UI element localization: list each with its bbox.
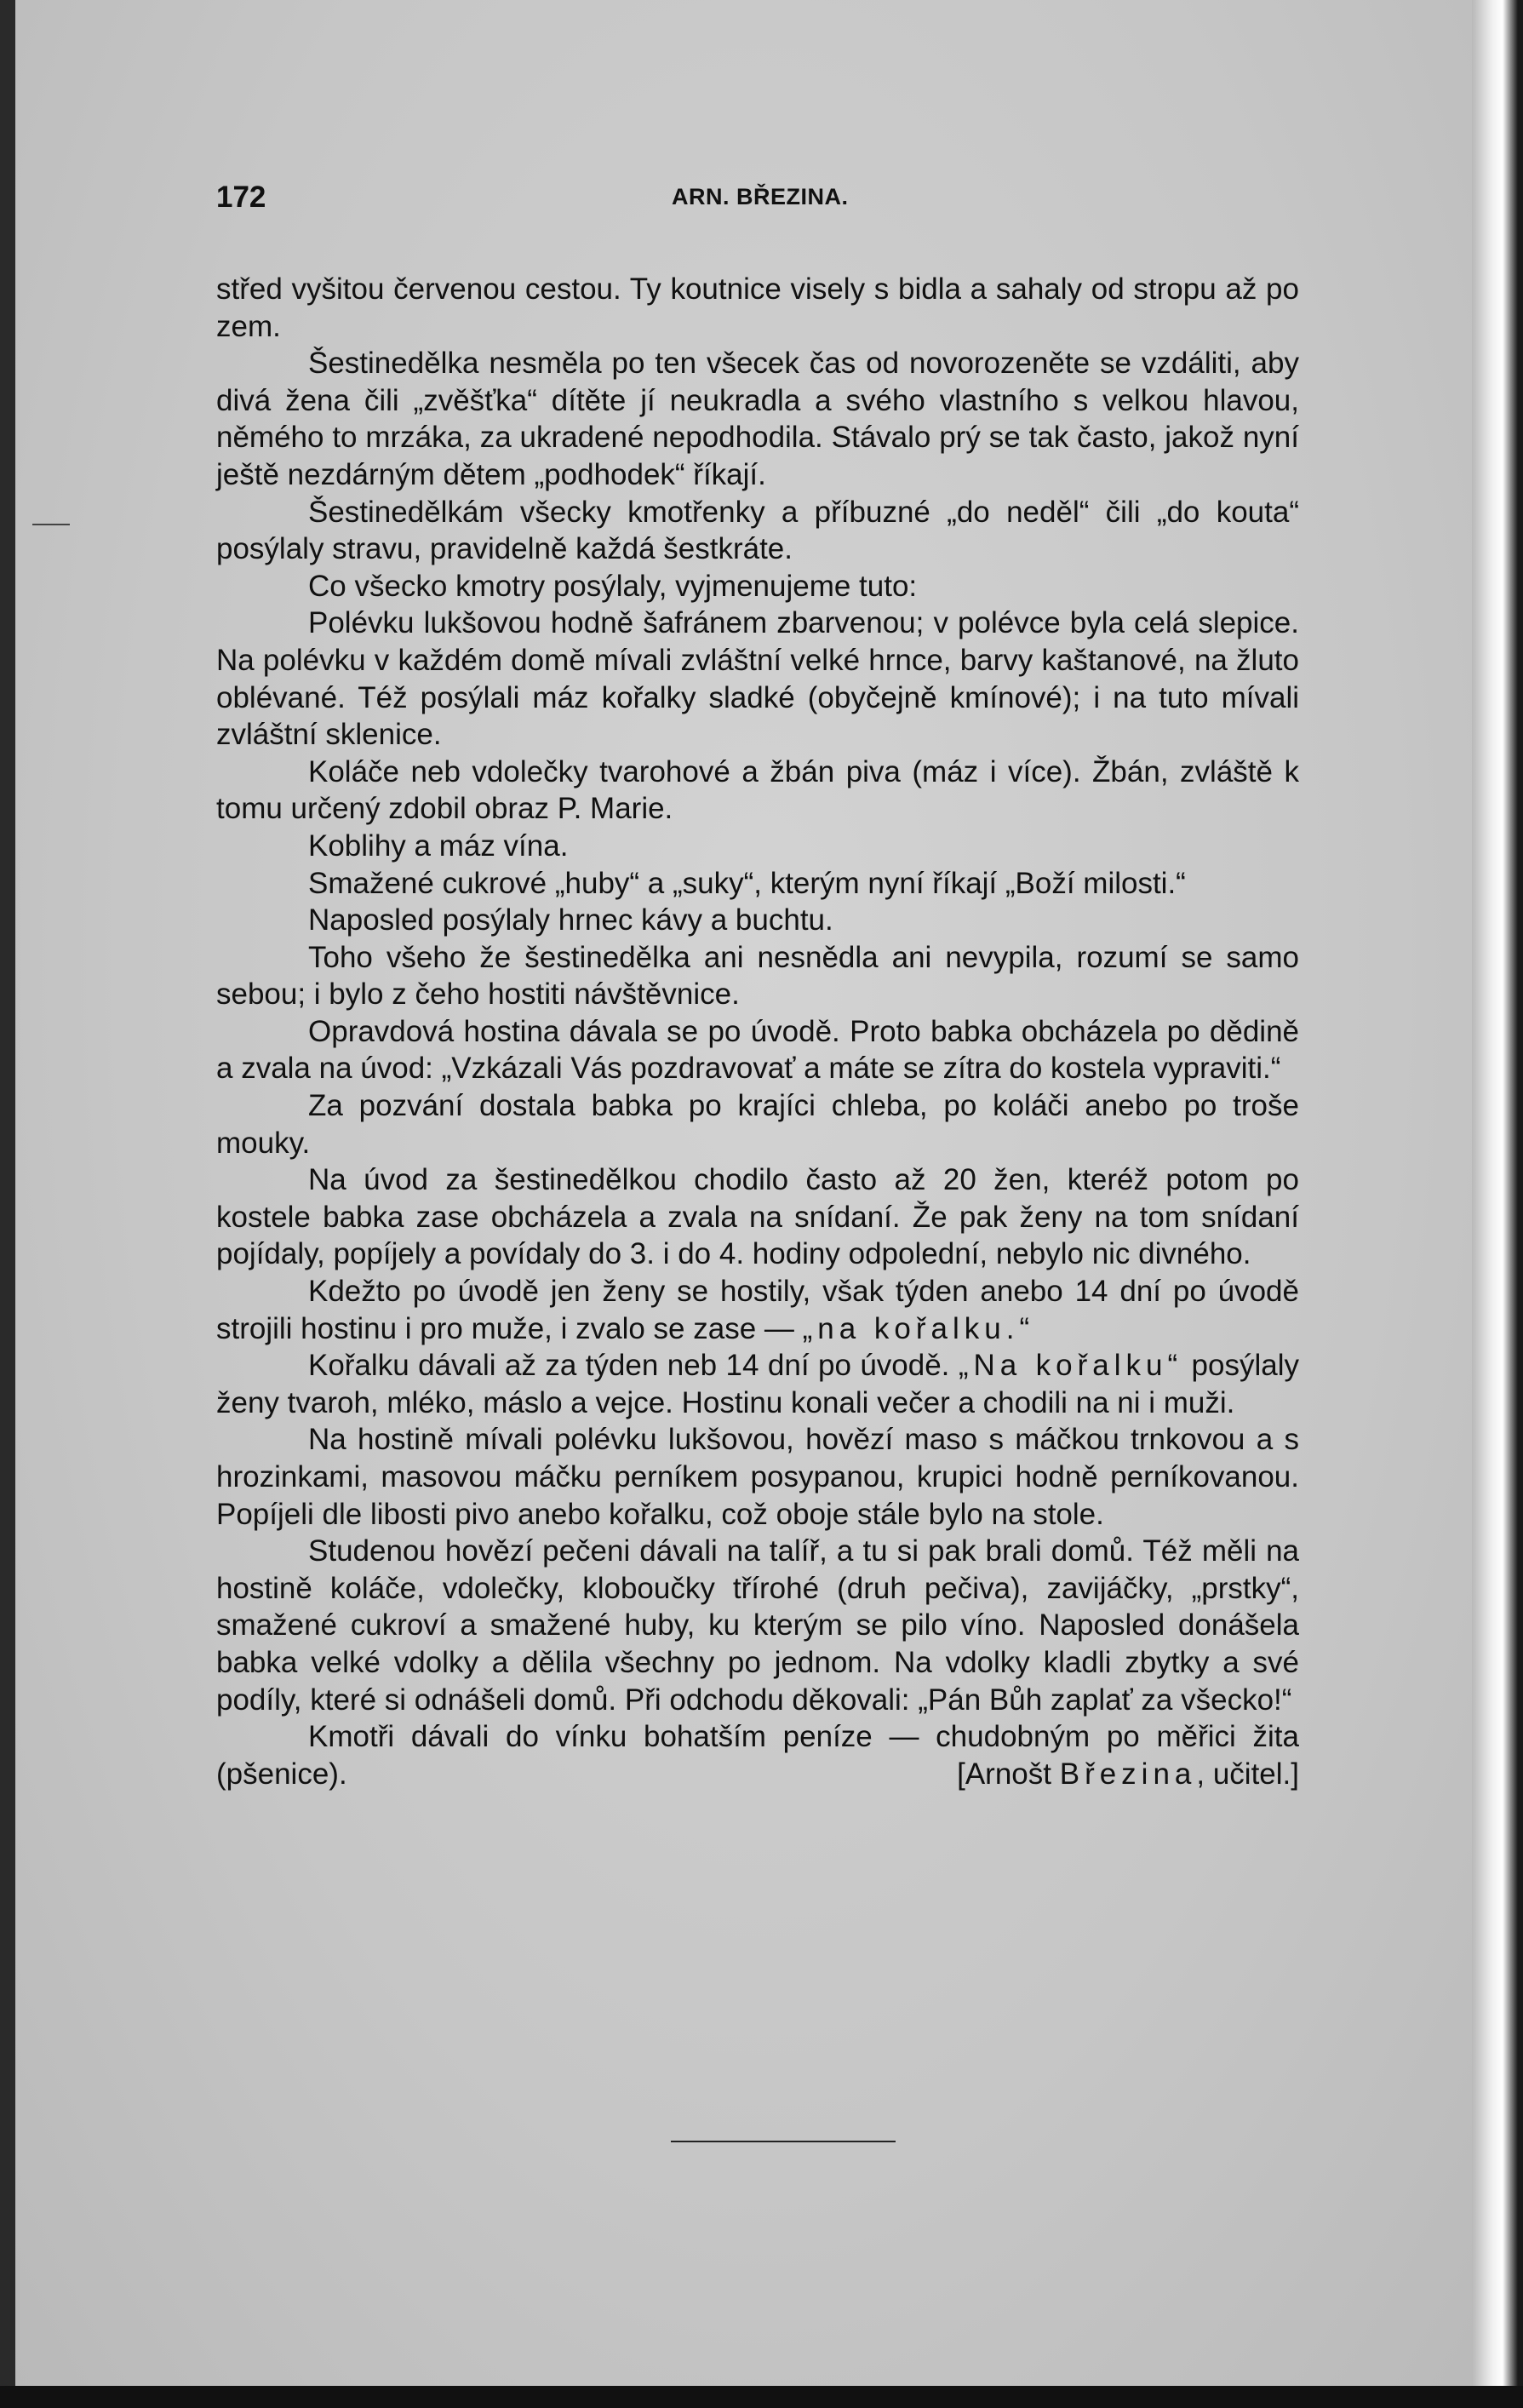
signature-open: [Arnošt — [957, 1757, 1060, 1791]
paragraph: Co všecko kmotry posýlaly, vyjmenujeme tuto: — [308, 569, 918, 603]
scan-edge-bottom — [0, 2386, 1523, 2408]
running-head: ARN. BŘEZINA. — [672, 184, 849, 209]
paragraph — [216, 1273, 1299, 1347]
paragraph — [216, 1347, 1299, 1421]
paragraph: Studenou hovězí pečeni dávali na talíř, a tu si pak brali domů. Též měli na hostině koláče, vdolečky, kloboučky třírohé (druh pečiva), zavijáčky, „prstky“, smažené cukroví a smažené huby, ku kterým se pilo víno. Naposled donášela babka velké vdolky a dělila všechny po jednom. Na vdolky kladli zbytky a své podíly, které si odnášeli domů. Při odchodu děkovali: „Pán Bůh zaplať za všecko!“ — [216, 1534, 1299, 1717]
page-number: 172 — [216, 181, 266, 214]
paragraph: Šestinedělkám všecky kmotřenky a příbuzné „do neděl“ čili „do kouta“ posýlaly stravu, pravidelně každá šestkráte. — [216, 495, 1299, 566]
paragraph: Polévku lukšovou hodně šafránem zbarvenou; v polévce byla celá slepice. Na polévku v každém domě mívali zvláštní velké hrnce, barvy kaštanové, na žluto oblévané. Též posýlali máz kořalky sladké (obyčejně kmínové); i na tuto mívali zvláštní sklenice. — [216, 606, 1299, 752]
paragraph: Toho všeho že šestinedělka ani nesnědla ani nevypila, rozumí se samo sebou; i bylo z čeho hostiti návštěvnice. — [216, 940, 1299, 1012]
paragraph — [216, 1718, 1299, 1792]
book-page — [15, 0, 1507, 2393]
paragraph: Na úvod za šestinedělkou chodilo často až 20 žen, kteréž potom po kostele babka zase obcházela a zvala na snídaní. Že pak ženy na tom snídaní pojídaly, popíjely a povídaly do 3. i do 4. hodiny odpolední, nebylo nic divného. — [216, 1163, 1299, 1271]
end-rule — [671, 2141, 896, 2142]
paragraph: Koblihy a máz vína. — [308, 828, 569, 863]
paragraph-text: Kmotři dávali do vínku bohatším peníze — chudobným po měřici žita (pšenice). — [216, 1720, 1299, 1791]
body-text — [216, 271, 1299, 1792]
paragraph-text: posýlaly ženy tvaroh, mléko, máslo a vejce. Hostinu konali večer a chodili na ni i muži. — [216, 1349, 1299, 1419]
paragraph-text: Kdežto po úvodě jen ženy se hostily, však týden anebo 14 dní po úvodě strojili hostinu i pro muže, i zvalo se zase — — [216, 1275, 1299, 1345]
scan-edge-right — [1472, 0, 1523, 2408]
paragraph: střed vyšitou červenou cestou. Ty koutnice visely s bidla a sahaly od stropu až po zem. — [216, 272, 1299, 343]
paragraph: Šestinedělka nesměla po ten všecek čas od novorozeněte se vzdáliti, aby divá žena čili „zvěšťka“ dítěte jí neukradla a svého vlastního s velkou hlavou, němého to mrzáka, za ukradené nepodhodila. Stávalo prý se tak často, jakož nyní ještě nezdárným dětem „podhodek“ říkají. — [216, 347, 1299, 491]
paragraph-text: Kořalku dávali až za týden neb 14 dní po úvodě. — [308, 1349, 959, 1383]
margin-mark — [32, 524, 70, 525]
paragraph: Na hostině mívali polévku lukšovou, hovězí maso s máčkou trnkovou a s hrozinkami, masovou máčku perníkem posypanou, krupici hodně perníkovanou. Popíjeli dle libosti pivo anebo kořalku, což oboje stále bylo na stole. — [216, 1423, 1299, 1531]
paragraph: Smažené cukrové „huby“ a „suky“, kterým nyní říkají „Boží milosti.“ — [308, 866, 1186, 900]
paragraph: Naposled posýlaly hrnec kávy a buchtu. — [308, 903, 833, 937]
page-header — [216, 181, 1297, 218]
author-signature — [957, 1756, 1299, 1793]
paragraph: Koláče neb vdolečky tvarohové a žbán piva (máz i více). Žbán, zvláště k tomu určený zdobil obraz P. Marie. — [216, 754, 1299, 826]
spaced-text: „Na kořalku“ — [958, 1349, 1183, 1383]
signature-close: , učitel.] — [1196, 1757, 1299, 1791]
signature-name: Březina — [1059, 1757, 1197, 1791]
spaced-text: „na kořalku.“ — [802, 1311, 1035, 1345]
paragraph: Za pozvání dostala babka po krajíci chleba, po koláči anebo po troše mouky. — [216, 1089, 1299, 1160]
paragraph: Opravdová hostina dávala se po úvodě. Proto babka obcházela po dědině a zvala na úvod: „Vzkázali Vás pozdravovať a máte se zítra do kostela vypraviti.“ — [216, 1014, 1299, 1086]
